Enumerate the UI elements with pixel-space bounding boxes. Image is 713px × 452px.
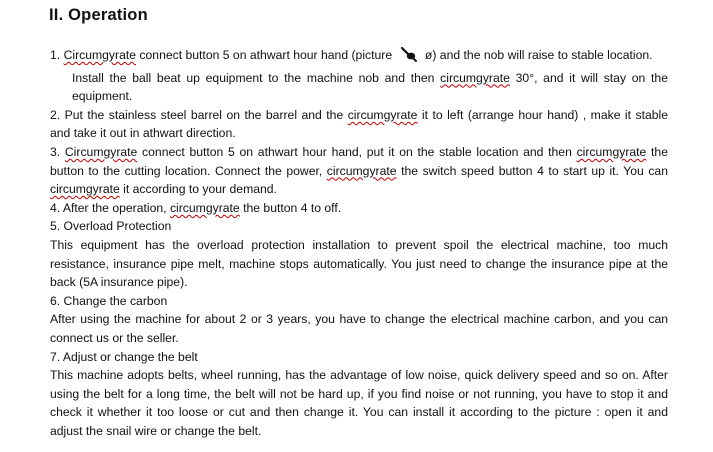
step-7-title: 7. Adjust or change the belt xyxy=(50,349,198,364)
knob-icon xyxy=(399,46,419,62)
step-6-text: After using the machine for about 2 or 3 years, you have to change the electrical machine carbon, and you can connect us or the seller. xyxy=(50,312,668,345)
misspelled-word: circumgyrate xyxy=(347,107,418,122)
misspelled-word: Circumgyrate xyxy=(63,48,137,62)
misspelled-word: Circumgyrate xyxy=(64,144,138,159)
step-1: 1. Circumgyrate connect button 5 on athwart hour hand (picture ø) and the nob will raise to stable location. xyxy=(50,48,653,62)
section-heading: II. Operation xyxy=(49,6,148,24)
step-3: 3. Circumgyrate connect button 5 on athwart hour hand, put it on the stable location and then circumgyrate the button to the cutting location. Connect the power, circumgyrate the switch speed button 4 to start up it. You can circumgyrate it according to your demand. xyxy=(50,144,668,197)
step-5-title: 5. Overload Protection xyxy=(50,219,172,234)
misspelled-word: circumgyrate xyxy=(50,182,120,197)
misspelled-word: circumgyrate xyxy=(326,163,397,178)
misspelled-word: circumgyrate xyxy=(440,70,510,85)
step-7-text: This machine adopts belts, wheel running, has the advantage of low noise, quick delivery speed and so on. After using the belt for a long time, the belt will not be hard up, if you find noise or not running, you have to stop it and check it whether it too loose or cut and then change it. You can install it according to the picture : open it and adjust the snail wire or change the belt. xyxy=(50,368,668,438)
step-2: 2. Put the stainless steel barrel on the barrel and the circumgyrate it to left (arrange hour hand) , make it stable and take it out in athwart direction. xyxy=(50,107,669,141)
misspelled-word: circumgyrate xyxy=(576,144,647,159)
step-1-detail: Install the ball beat up equipment to the machine nob and then circumgyrate 30°, and it will stay on the equipment. xyxy=(72,70,668,104)
step-5-text: This equipment has the overload protection installation to prevent spoil the electrical machine, too much resistance, insurance pipe melt, machine stops automatically. You just need to change the insurance pipe at the back (5A insurance pipe). xyxy=(50,237,668,290)
document-body xyxy=(50,46,668,440)
misspelled-word: circumgyrate xyxy=(169,200,240,215)
step-4: 4. After the operation, circumgyrate the button 4 to off. xyxy=(50,200,342,215)
step-6-title: 6. Change the carbon xyxy=(50,293,168,308)
